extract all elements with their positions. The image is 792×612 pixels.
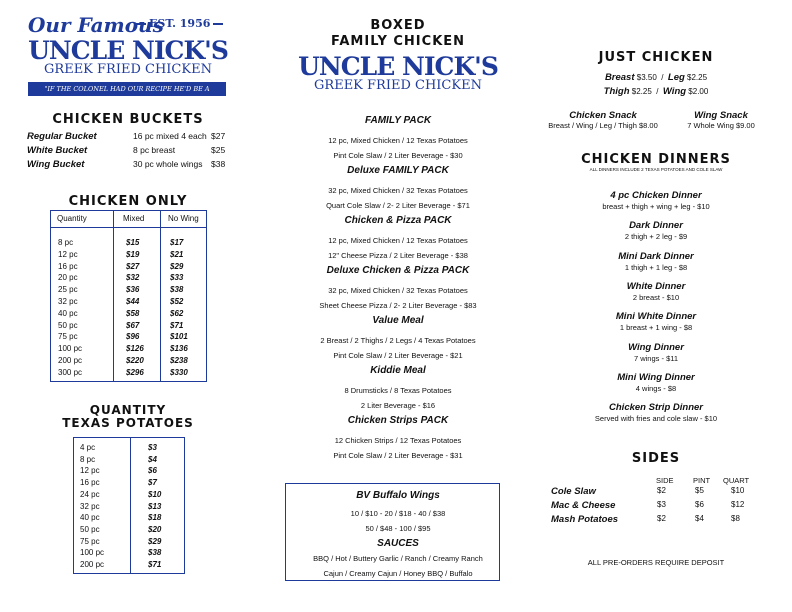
bucket-desc: 16 pc mixed 4 each <box>133 131 207 141</box>
quantity-cell: 12 pc <box>58 249 78 259</box>
just-chicken-line2: Thigh $2.25 / Wing $2.00 <box>603 86 709 97</box>
quantity-cell: 25 pc <box>58 285 78 295</box>
bucket-row <box>27 131 237 145</box>
table-row <box>80 548 180 560</box>
no-wing-price-cell: $21 <box>170 249 184 259</box>
table-row <box>80 466 180 478</box>
no-wing-price-cell: $62 <box>170 308 184 318</box>
quantity-cell: 300 pc <box>58 367 83 377</box>
no-wing-price-cell: $29 <box>170 261 184 271</box>
table-row <box>58 250 208 262</box>
pack-line1: 8 Drumsticks / 8 Texas Potatoes <box>344 386 452 395</box>
dinner-desc: 4 wings - $8 <box>635 383 677 393</box>
table-row <box>80 525 180 537</box>
quantity-cell: 32 pc <box>80 501 100 511</box>
wing-snack-desc: 7 Whole Wing $9.00 <box>687 121 755 130</box>
chicken-snack <box>538 110 668 130</box>
pack-line1: 32 pc, Mixed Chicken / 32 Texas Potatoes <box>328 286 468 295</box>
boxed-logo-subtitle: GREEK FRIED CHICKEN <box>314 78 482 93</box>
quantity-cell: 24 pc <box>80 489 100 499</box>
bucket-price: $27 <box>211 131 226 141</box>
dinner-item <box>540 402 772 424</box>
pack-line2: 12" Cheese Pizza / 2 Liter Beverage - $38 <box>328 251 468 260</box>
sides-row <box>551 514 771 528</box>
pack-title: Deluxe FAMILY PACK <box>347 165 449 176</box>
bucket-price: $38 <box>211 159 226 169</box>
boxed-title-line1: BOXED <box>370 18 426 33</box>
column-header-quantity: Quantity <box>57 214 87 223</box>
price-cell: $10 <box>148 489 162 499</box>
mixed-price-cell: $296 <box>126 367 144 377</box>
mixed-price-cell: $220 <box>126 356 144 365</box>
logo-est-1956: EST. 1956 <box>133 17 226 30</box>
pack-title: Value Meal <box>372 315 424 326</box>
just-chicken-line1: Breast $3.50 / Leg $2.25 <box>604 72 708 83</box>
thigh-price: $2.25 <box>631 87 652 96</box>
price-cell: $6 <box>148 466 157 476</box>
table-row <box>80 455 180 467</box>
deposit-note: ALL PRE-ORDERS REQUIRE DEPOSIT <box>587 558 725 567</box>
sides-title: SIDES <box>631 451 681 466</box>
pack-item <box>295 365 501 413</box>
bucket-name: White Bucket <box>27 145 88 156</box>
side-name: Cole Slaw <box>551 486 596 497</box>
wing-snack <box>675 110 767 130</box>
mixed-price-cell: $126 <box>126 344 144 354</box>
thigh-label: Thigh <box>603 86 630 97</box>
quart-price: $10 <box>731 486 745 495</box>
logo-name: UNCLE NICK'S <box>28 36 228 65</box>
bucket-desc: 30 pc whole wings <box>133 159 203 169</box>
pack-item <box>295 415 501 463</box>
breast-price: $3.50 <box>636 73 657 82</box>
sauces-line2: Cajun / Creamy Cajun / Honey BBQ / Buffalo <box>323 569 473 578</box>
pack-line2: Quart Cole Slaw / 2- 2 Liter Beverage - $71 <box>326 201 470 210</box>
side-price: $2 <box>657 486 666 495</box>
price-cell: $71 <box>148 560 162 569</box>
price-cell: $7 <box>148 478 157 488</box>
dinner-desc: 2 breast - $10 <box>632 292 680 302</box>
quart-price: $12 <box>731 500 745 509</box>
pack-line2: Pint Cole Slaw / 2 Liter Beverage - $30 <box>333 151 463 160</box>
mixed-price-cell: $27 <box>126 261 140 271</box>
wing-price: $2.00 <box>688 87 709 96</box>
sauces-title: SAUCES <box>377 538 419 549</box>
quantity-cell: 40 pc <box>58 308 78 318</box>
sauces-line1: BBQ / Hot / Buttery Garlic / Ranch / Creamy Ranch <box>313 554 483 563</box>
quantity-cell: 20 pc <box>58 273 78 283</box>
dinner-item <box>540 251 772 273</box>
table-row <box>58 262 208 274</box>
bv-line1: 10 / $10 - 20 / $18 - 40 / $38 <box>350 509 446 518</box>
pack-item <box>295 265 501 313</box>
quantity-cell: 100 pc <box>80 548 105 558</box>
bv-title: BV Buffalo Wings <box>356 490 440 501</box>
table-row <box>80 490 180 502</box>
boxed-title-line2: FAMILY CHICKEN <box>330 34 466 49</box>
quantity-cell: 75 pc <box>58 332 78 342</box>
pack-item <box>295 165 501 213</box>
dinner-title: Mini White Dinner <box>615 311 697 323</box>
quantity-cell: 8 pc <box>58 238 74 247</box>
table-row <box>58 332 208 344</box>
potatoes-title <box>28 404 228 430</box>
dinner-desc: 2 thigh + 2 leg - $9 <box>624 232 688 242</box>
sides-header-quart: QUART <box>723 476 750 485</box>
quantity-cell: 16 pc <box>58 261 78 271</box>
quantity-cell: 8 pc <box>80 454 96 464</box>
bucket-name: Regular Bucket <box>27 131 97 142</box>
boxed-logo-name: UNCLE NICK'S <box>298 52 498 81</box>
table-row <box>80 502 180 514</box>
dinners-title: CHICKEN DINNERS <box>581 152 731 167</box>
table-row <box>80 513 180 525</box>
pack-line2: Sheet Cheese Pizza / 2- 2 Liter Beverage - $83 <box>319 301 477 310</box>
dinner-item <box>540 311 772 333</box>
dinner-title: White Dinner <box>626 280 686 292</box>
quantity-cell: 16 pc <box>80 478 100 488</box>
mixed-price-cell: $67 <box>126 320 140 330</box>
bucket-row <box>27 159 237 173</box>
table-row <box>58 238 208 250</box>
price-cell: $4 <box>148 454 157 464</box>
buckets-title: CHICKEN BUCKETS <box>52 112 204 127</box>
table-row <box>58 321 208 333</box>
quantity-cell: 200 pc <box>80 560 105 569</box>
potatoes-title-line1: QUANTITY <box>89 403 167 417</box>
table-row <box>58 368 208 380</box>
table-row <box>58 344 208 356</box>
dinner-item <box>540 190 772 212</box>
pack-line1: 12 pc, Mixed Chicken / 12 Texas Potatoes <box>328 236 468 245</box>
bucket-row <box>27 145 237 159</box>
logo-our-famous: Our Famous <box>28 13 164 37</box>
potatoes-title-line2: TEXAS POTATOES <box>62 416 194 430</box>
chicken-snack-desc: Breast / Wing / Leg / Thigh $8.00 <box>548 121 658 130</box>
logo-tagline: "IF THE COLONEL HAD OUR RECIPE HE'D BE A GENERAL" <box>28 82 226 96</box>
pack-line2: Pint Cole Slaw / 2 Liter Beverage - $31 <box>333 451 463 460</box>
dinner-title: Wing Dinner <box>628 341 684 353</box>
no-wing-price-cell: $52 <box>170 297 184 306</box>
side-price: $3 <box>657 500 666 509</box>
pack-line2: 2 Liter Beverage - $16 <box>360 401 436 410</box>
pack-title: Deluxe Chicken & Pizza PACK <box>326 265 470 276</box>
pack-item <box>295 315 501 363</box>
price-cell: $18 <box>148 513 162 523</box>
wing-label: Wing <box>662 86 687 97</box>
quantity-cell: 100 pc <box>58 344 83 354</box>
table-row <box>58 356 208 368</box>
wing-snack-title: Wing Snack <box>694 110 748 121</box>
quantity-cell: 40 pc <box>80 513 100 523</box>
table-divider <box>50 227 207 228</box>
no-wing-price-cell: $71 <box>170 320 184 330</box>
pack-title: Kiddie Meal <box>370 365 426 376</box>
dinner-title: Dark Dinner <box>629 220 683 232</box>
price-cell: $38 <box>148 548 162 558</box>
quantity-cell: 200 pc <box>58 356 83 365</box>
no-wing-price-cell: $33 <box>170 273 184 283</box>
price-cell: $3 <box>148 443 157 452</box>
quart-price: $8 <box>731 514 740 523</box>
pack-title: FAMILY PACK <box>364 115 432 126</box>
bv-line2: 50 / $48 - 100 / $95 <box>365 524 431 533</box>
dinner-title: Mini Dark Dinner <box>618 250 694 262</box>
no-wing-price-cell: $238 <box>170 356 188 365</box>
table-row <box>80 478 180 490</box>
pint-price: $6 <box>695 500 704 509</box>
pint-price: $5 <box>695 486 704 495</box>
leg-price: $2.25 <box>687 73 708 82</box>
side-price: $2 <box>657 514 666 523</box>
dinner-title: Chicken Strip Dinner <box>609 402 703 414</box>
boxed-title <box>300 18 496 50</box>
pack-line1: 2 Breast / 2 Thighs / 2 Legs / 4 Texas Potatoes <box>320 336 476 345</box>
no-wing-price-cell: $38 <box>170 285 184 295</box>
price-cell: $13 <box>148 501 162 511</box>
pack-line2: Pint Cole Slaw / 2 Liter Beverage - $21 <box>333 351 463 360</box>
pack-item <box>295 115 501 163</box>
table-row <box>58 309 208 321</box>
table-row <box>58 273 208 285</box>
quantity-cell: 4 pc <box>80 443 96 452</box>
no-wing-price-cell: $17 <box>170 238 184 247</box>
side-name: Mac & Cheese <box>551 500 616 511</box>
dinner-desc: Served with fries and cole slaw - $10 <box>594 414 718 424</box>
dinner-title: 4 pc Chicken Dinner <box>610 190 702 201</box>
sides-row <box>551 486 771 500</box>
price-cell: $29 <box>148 536 162 546</box>
pack-item <box>295 215 501 263</box>
dinner-item <box>540 372 772 394</box>
sides-header-side: SIDE <box>656 476 674 485</box>
leg-label: Leg <box>667 72 685 83</box>
quantity-cell: 50 pc <box>80 524 100 534</box>
chicken-only-title: CHICKEN ONLY <box>68 194 188 209</box>
dinner-title: Mini Wing Dinner <box>617 371 695 383</box>
chicken-snack-title: Chicken Snack <box>569 110 637 121</box>
pack-title: Chicken & Pizza PACK <box>344 215 452 226</box>
dinner-item <box>540 342 772 364</box>
dinner-desc: breast + thigh + wing + leg - $10 <box>602 202 710 211</box>
mixed-price-cell: $36 <box>126 285 140 295</box>
mixed-price-cell: $19 <box>126 249 140 259</box>
no-wing-price-cell: $101 <box>170 332 188 342</box>
bucket-name: Wing Bucket <box>27 159 85 170</box>
quantity-cell: 12 pc <box>80 466 100 476</box>
table-row <box>80 537 180 549</box>
mixed-price-cell: $44 <box>126 297 140 306</box>
mixed-price-cell: $15 <box>126 238 140 247</box>
dinner-item <box>540 220 772 242</box>
sides-header-pint: PINT <box>693 476 711 485</box>
mixed-price-cell: $58 <box>126 308 140 318</box>
logo-subtitle: GREEK FRIED CHICKEN <box>44 62 212 77</box>
table-row <box>80 443 180 455</box>
no-wing-price-cell: $136 <box>170 344 188 354</box>
price-cell: $20 <box>148 524 162 534</box>
pack-line1: 12 pc, Mixed Chicken / 12 Texas Potatoes <box>328 136 468 145</box>
quantity-cell: 75 pc <box>80 536 100 546</box>
just-chicken-title: JUST CHICKEN <box>598 50 714 65</box>
quantity-cell: 50 pc <box>58 320 78 330</box>
dinner-desc: 1 thigh + 1 leg - $8 <box>624 262 688 272</box>
pint-price: $4 <box>695 514 704 523</box>
pack-title: Chicken Strips PACK <box>347 415 449 426</box>
bucket-price: $25 <box>211 145 226 155</box>
dinners-note: ALL DINNERS INCLUDE 2 TEXAS POTATOES AND COLE SLAW <box>589 167 723 172</box>
column-header-no-wing: No Wing <box>168 214 199 223</box>
dinner-desc: 7 wings - $11 <box>633 353 679 363</box>
quantity-cell: 32 pc <box>58 297 78 306</box>
pack-line1: 12 Chicken Strips / 12 Texas Potatoes <box>334 436 462 445</box>
table-row <box>58 297 208 309</box>
buffalo-wings <box>295 490 501 581</box>
column-header-mixed: Mixed <box>123 214 145 223</box>
table-row <box>80 560 180 572</box>
dinner-desc: 1 breast + 1 wing - $8 <box>619 323 693 333</box>
breast-label: Breast <box>604 72 635 83</box>
mixed-price-cell: $32 <box>126 273 140 283</box>
bucket-desc: 8 pc breast <box>133 145 176 155</box>
side-name: Mash Potatoes <box>551 514 619 525</box>
sides-row <box>551 500 771 514</box>
table-row <box>58 285 208 297</box>
no-wing-price-cell: $330 <box>170 367 188 377</box>
pack-line1: 32 pc, Mixed Chicken / 32 Texas Potatoes <box>328 186 468 195</box>
mixed-price-cell: $96 <box>126 332 140 342</box>
dinner-item <box>540 281 772 303</box>
